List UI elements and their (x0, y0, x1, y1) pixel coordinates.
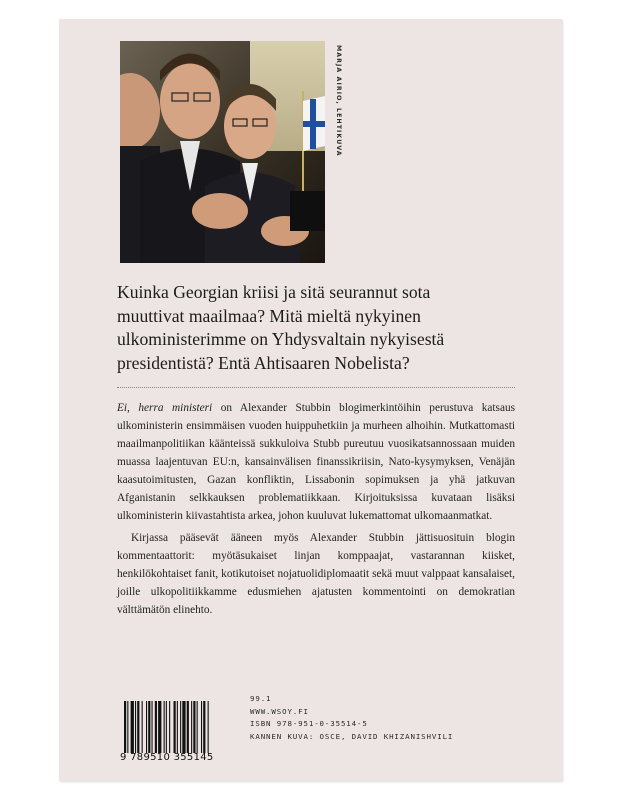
paragraph-text: on Alexander Stubbin blogimerkintöihin perustuva katsaus ulkoministerin ensimmäisen vuoden huippuhetkiin ja murheen alhoihin. Mutkattomasti maailmanpolitiikan käänteissä sukkuloiva Stubb pureutuu vuosikatsannossaan muiden muassa laajentuvan EU:n, kansainvälisen finanssikriisin, Nato-kysymyksen, Venäjän kaasutoimitusten, Gazan konfliktin, Lissabonin sopimuksen ja yhä jatkuvan Afganistanin selkkauksen problematiikkaan. Kirjoituksissa kuvataan lisäksi ulkoministerin kiivastahtista arkea, johon kuuluvat lukemattomat ulkomaanmatkat. (117, 402, 515, 522)
description-paragraph-2: Kirjassa pääsevät ääneen myös Alexander Stubbin jättisuosituin blogin kommentaattorit: myötäsukaiset linjan komppaajat, vastarannan kiisket, henkilökohtaiset fanit, kotikutoiset nojatuolidiplomaatit sekä muut valppaat kansalaiset, joille ulkopolitiikkamme edusmiehen ajatusten kommentointi on demokratian välttämätön elinehto. (117, 532, 515, 616)
lead-line: ulkoministerimme on Yhdysvaltain nykyisestä (117, 329, 445, 350)
book-back-cover (59, 19, 562, 781)
photo-credit: MARJA AIRIO, LEHTIKUVA (335, 45, 342, 157)
isbn: ISBN 978-951-0-35514-5 (250, 719, 368, 729)
book-title: Ei, herra ministeri (117, 402, 213, 414)
cover-photo (120, 41, 325, 263)
barcode-icon (124, 701, 234, 753)
classification-code: 99.1 (250, 694, 272, 703)
cover-photo-credit: KANNEN KUVA: OSCE, DAVID KHIZANISHVILI (250, 731, 454, 741)
lead-text (117, 281, 537, 375)
lead-line: Kuinka Georgian kriisi ja sitä seurannut sota (117, 282, 431, 302)
lead-line: muuttivat maailmaa? Mitä mieltä nykyinen (117, 305, 421, 326)
barcode-number: 9 789510 355145 (120, 752, 214, 763)
photo-illustration (120, 41, 325, 263)
publisher-website: WWW.WSOY.FI (250, 706, 309, 716)
publisher-info (250, 693, 453, 743)
lead-line: presidentistä? Entä Ahtisaaren Nobelista? (117, 352, 410, 373)
description-paragraph-1 (117, 399, 515, 525)
dotted-divider (117, 387, 515, 388)
description-text (117, 399, 515, 619)
